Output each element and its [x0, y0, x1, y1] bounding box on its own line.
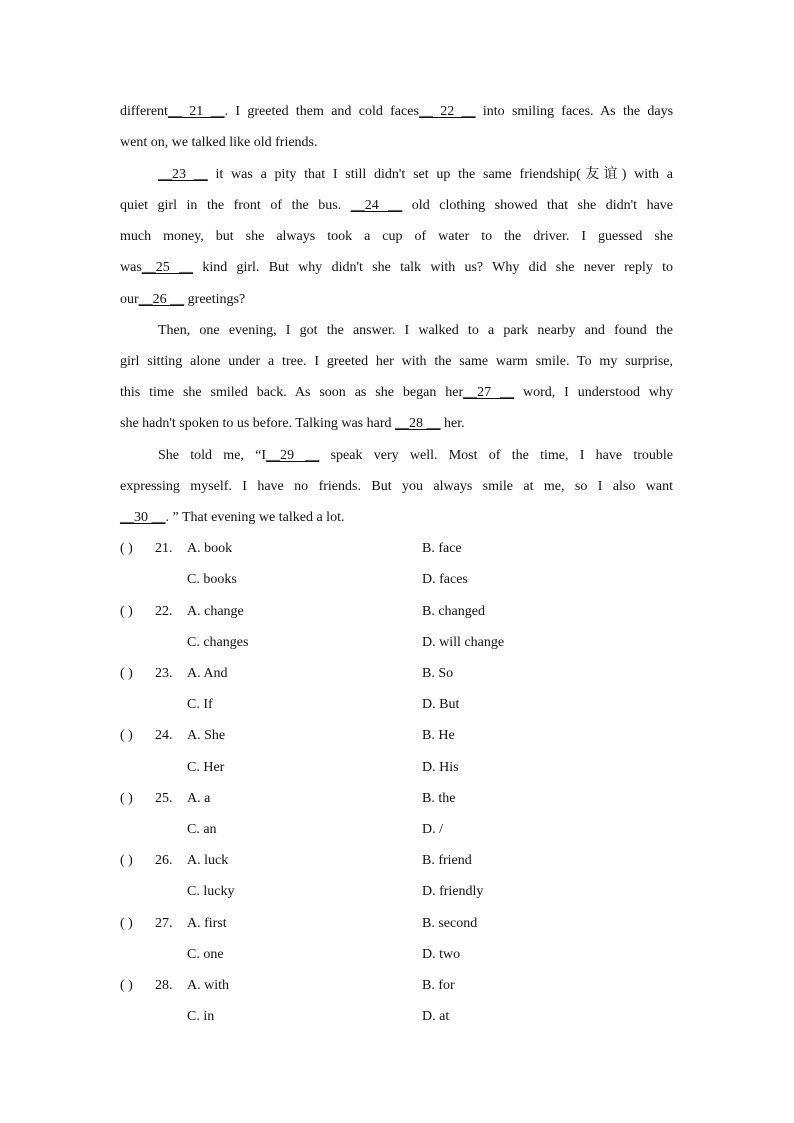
passage-line	[120, 257, 673, 279]
text: this time she smiled back. As soon as she began her	[120, 385, 464, 400]
answer-paren[interactable]: ( )	[120, 541, 133, 556]
option-b[interactable]: B. friend	[422, 853, 472, 868]
option-b[interactable]: B. second	[422, 916, 478, 931]
option-c[interactable]: C. Her	[187, 760, 225, 775]
option-a[interactable]: A. a	[187, 791, 211, 806]
option-d[interactable]: D. two	[422, 947, 461, 962]
text: she hadn't spoken to us before. Talking was hard	[120, 416, 396, 431]
text: quiet girl in the front of the bus.	[120, 198, 351, 213]
blank-21: __ 21 __	[167, 104, 225, 119]
option-b[interactable]: B. face	[422, 541, 462, 556]
blank-29: __29 __	[266, 448, 320, 463]
option-c[interactable]: C. an	[187, 822, 217, 837]
blank-26: __26 __	[138, 292, 185, 307]
passage-line	[120, 289, 673, 311]
text: old clothing showed that she didn't have	[402, 198, 674, 213]
question-number: 24.	[155, 728, 173, 743]
option-d[interactable]: D. friendly	[422, 884, 484, 899]
passage-line	[120, 507, 673, 529]
passage-line	[120, 195, 673, 217]
option-c[interactable]: C. changes	[187, 635, 249, 650]
question-number: 26.	[155, 853, 173, 868]
option-b[interactable]: B. for	[422, 978, 455, 993]
option-a[interactable]: A. She	[187, 728, 226, 743]
text: it was a pity that I still didn't set up the same friendship(友谊) with a	[207, 167, 674, 182]
blank-24: __24 __	[350, 198, 403, 213]
passage-line	[120, 351, 673, 373]
text: word, I understood why	[514, 385, 673, 400]
option-d[interactable]: D. will change	[422, 635, 505, 650]
option-d[interactable]: D. His	[422, 760, 459, 775]
passage-line	[158, 320, 673, 342]
option-d[interactable]: D. faces	[422, 572, 468, 587]
text: . ” That evening we talked a lot.	[165, 510, 345, 525]
passage-line	[120, 132, 673, 154]
option-a[interactable]: A. with	[187, 978, 229, 993]
passage-line	[120, 226, 673, 248]
text: much money, but she always took a cup of water to the driver. I guessed she	[120, 229, 673, 244]
question-number: 27.	[155, 916, 173, 931]
text: kind girl. But why didn't she talk with us? Why did she never reply to	[193, 260, 674, 275]
answer-paren[interactable]: ( )	[120, 791, 133, 806]
option-a[interactable]: A. And	[187, 666, 228, 681]
passage-line	[120, 101, 673, 123]
passage-line	[158, 164, 673, 186]
question-number: 21.	[155, 541, 173, 556]
option-d[interactable]: D. at	[422, 1009, 450, 1024]
text: . I greeted them and cold faces	[224, 104, 419, 119]
question-number: 22.	[155, 604, 173, 619]
question-number: 25.	[155, 791, 173, 806]
question-number: 28.	[155, 978, 173, 993]
text: different	[120, 104, 168, 119]
option-a[interactable]: A. first	[187, 916, 227, 931]
text: greetings?	[184, 292, 246, 307]
option-c[interactable]: C. If	[187, 697, 213, 712]
option-c[interactable]: C. in	[187, 1009, 215, 1024]
option-c[interactable]: C. books	[187, 572, 237, 587]
answer-paren[interactable]: ( )	[120, 728, 133, 743]
option-c[interactable]: C. lucky	[187, 884, 235, 899]
answer-paren[interactable]: ( )	[120, 978, 133, 993]
text: went on, we talked like old friends.	[120, 135, 318, 150]
option-d[interactable]: D. But	[422, 697, 460, 712]
option-b[interactable]: B. So	[422, 666, 454, 681]
text: Then, one evening, I got the answer. I walked to a park nearby and found the	[158, 323, 673, 338]
blank-30: __30 __	[120, 510, 166, 525]
passage-line	[158, 445, 673, 467]
answer-paren[interactable]: ( )	[120, 853, 133, 868]
text: girl sitting alone under a tree. I greeted her with the same warm smile. To my surprise,	[120, 354, 673, 369]
blank-25: __25 __	[141, 260, 194, 275]
answer-paren[interactable]: ( )	[120, 916, 133, 931]
blank-22: __ 22 __	[418, 104, 476, 119]
option-b[interactable]: B. He	[422, 728, 455, 743]
text: expressing myself. I have no friends. But you always smile at me, so I also want	[120, 479, 673, 494]
option-b[interactable]: B. changed	[422, 604, 485, 619]
text: She told me, “I	[158, 448, 267, 463]
text: our	[120, 292, 139, 307]
passage-line	[120, 413, 673, 435]
passage-line	[120, 476, 673, 498]
answer-paren[interactable]: ( )	[120, 604, 133, 619]
text: speak very well. Most of the time, I have trouble	[319, 448, 673, 463]
text: was	[120, 260, 142, 275]
text: into smiling faces. As the days	[475, 104, 674, 119]
blank-28: __28 __	[395, 416, 441, 431]
option-d[interactable]: D. /	[422, 822, 443, 837]
text: her.	[440, 416, 465, 431]
option-c[interactable]: C. one	[187, 947, 224, 962]
blank-27: __27 __	[463, 385, 515, 400]
option-a[interactable]: A. book	[187, 541, 233, 556]
passage-line	[120, 382, 673, 404]
blank-23: __23 __	[158, 167, 208, 182]
option-a[interactable]: A. luck	[187, 853, 229, 868]
option-b[interactable]: B. the	[422, 791, 456, 806]
option-a[interactable]: A. change	[187, 604, 244, 619]
question-number: 23.	[155, 666, 173, 681]
answer-paren[interactable]: ( )	[120, 666, 133, 681]
